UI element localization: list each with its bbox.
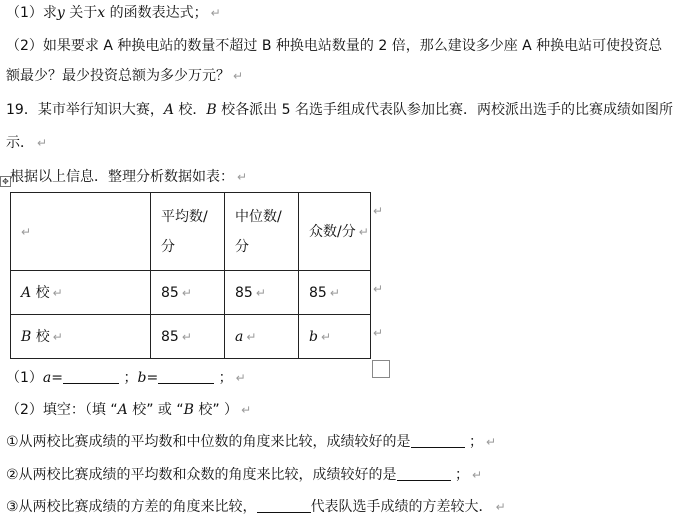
score-table [10,192,371,359]
median-cell [225,271,299,315]
value: 85 [161,284,179,301]
mean-cell [151,271,225,315]
text: （1）求 [6,5,57,21]
value: 85 [161,328,179,345]
paragraph-mark: ↵ [21,224,32,239]
table-resize-handle[interactable] [372,360,390,378]
text: ③从两校比赛成绩的方差的角度来比较， [6,499,257,515]
question-19-part-2-item-3 [6,497,506,517]
paragraph-mark: ↵ [237,170,248,184]
table-row [11,271,371,315]
text: ； [455,467,470,483]
school-letter: B [21,328,32,345]
text: 校． [173,102,207,118]
header-cell-mode [299,193,371,271]
header-line: 分 [235,238,249,255]
table-row [11,315,371,359]
mode-cell [299,271,371,315]
question-19-part-2-item-2 [6,465,482,485]
blank-a[interactable] [63,369,119,384]
row-end-mark: ↵ [373,204,384,218]
text: 根据以上信息．整理分析数据如表： [10,169,234,185]
header-line: 中位数/ [235,208,282,225]
text: 代表队选手成绩的方差较大． [310,499,493,515]
text: ； [218,370,233,386]
school-letter: A [21,284,32,301]
paragraph-mark: ↵ [255,285,266,300]
question-19-part-1 [6,368,246,388]
text: 额最少？最少投资总额为多少万元？ [6,68,230,84]
blank-item-2[interactable] [397,466,451,481]
paragraph-mark: ↵ [241,403,252,417]
paragraph-mark: ↵ [472,468,483,482]
mean-cell [151,315,225,359]
value: a [235,328,244,345]
value: 85 [309,284,327,301]
paragraph-mark: ↵ [181,285,192,300]
median-cell [225,315,299,359]
paragraph-mark: ↵ [320,329,332,344]
text: 的函数表达式； [105,5,208,21]
text: ； [123,370,138,386]
text: ； [469,434,484,450]
paragraph-mark: ↵ [181,329,192,344]
blank-b[interactable] [158,369,214,384]
paragraph-mark: ↵ [246,329,257,344]
blank-item-3[interactable] [257,498,311,513]
text: 校” 或 “ [127,402,184,418]
var-B: B [183,402,194,418]
paragraph-mark: ↵ [486,435,497,449]
var-a: a [42,370,52,386]
blank-item-1[interactable] [411,433,465,448]
paragraph-mark: ↵ [37,136,48,150]
text: = [51,370,64,386]
question-18-part-2 [6,36,662,56]
paragraph-mark: ↵ [235,371,246,385]
question-19-part-2 [6,400,251,420]
header-line: 平均数/ [161,208,208,225]
table-intro [10,167,247,187]
var-b: b [137,370,147,386]
school-cell [11,315,151,359]
question-19-stem [6,100,673,120]
question-18-part-1 [6,3,221,23]
question-19-part-2-item-1 [6,432,496,452]
text: 校” ） [193,402,239,418]
header-cell-mean [151,193,225,271]
var-x: x [97,5,106,21]
paragraph-mark: ↵ [495,500,506,514]
paragraph-mark: ↵ [52,285,63,300]
header-line: 分 [161,238,175,255]
text: （2）如果要求 A 种换电站的数量不超过 B 种换电站数量的 2 倍，那么建设多少座 A 种换电站可使投资总 [6,38,663,54]
var-B: B [206,102,217,118]
header-cell-median [225,193,299,271]
school-cell [11,271,151,315]
header-cell-empty [11,193,151,271]
var-y: y [56,5,65,21]
question-19-stem-cont [6,133,47,153]
table-header-row [11,193,371,271]
paragraph-mark: ↵ [52,329,63,344]
text: 19．某市举行知识大赛， [6,102,164,118]
row-end-mark: ↵ [373,282,384,296]
header-line: 众数/分 [309,223,356,240]
school-suffix: 校 [31,284,50,301]
var-A: A [117,402,128,418]
var-A: A [163,102,174,118]
value: 85 [235,284,253,301]
question-18-part-2-cont [6,66,243,86]
mode-cell [299,315,371,359]
text: 示． [6,135,34,151]
text: （1） [6,370,43,386]
paragraph-mark: ↵ [358,224,369,239]
text: ②从两校比赛成绩的平均数和众数的角度来比较，成绩较好的是 [6,467,397,483]
paragraph-mark: ↵ [329,285,340,300]
paragraph-mark: ↵ [210,6,221,20]
paragraph-mark: ↵ [233,69,244,83]
text: = [146,370,159,386]
text: ①从两校比赛成绩的平均数和中位数的角度来比较，成绩较好的是 [6,434,411,450]
text: 关于 [64,5,98,21]
table-move-handle-icon[interactable]: ✥ [0,176,11,187]
text: （2）填空：（填 “ [6,402,118,418]
value: b [309,328,318,345]
text: 校各派出 5 名选手组成代表队参加比赛．两校派出选手的比赛成绩如图所 [216,102,673,118]
row-end-mark: ↵ [373,326,384,340]
school-suffix: 校 [31,328,50,345]
